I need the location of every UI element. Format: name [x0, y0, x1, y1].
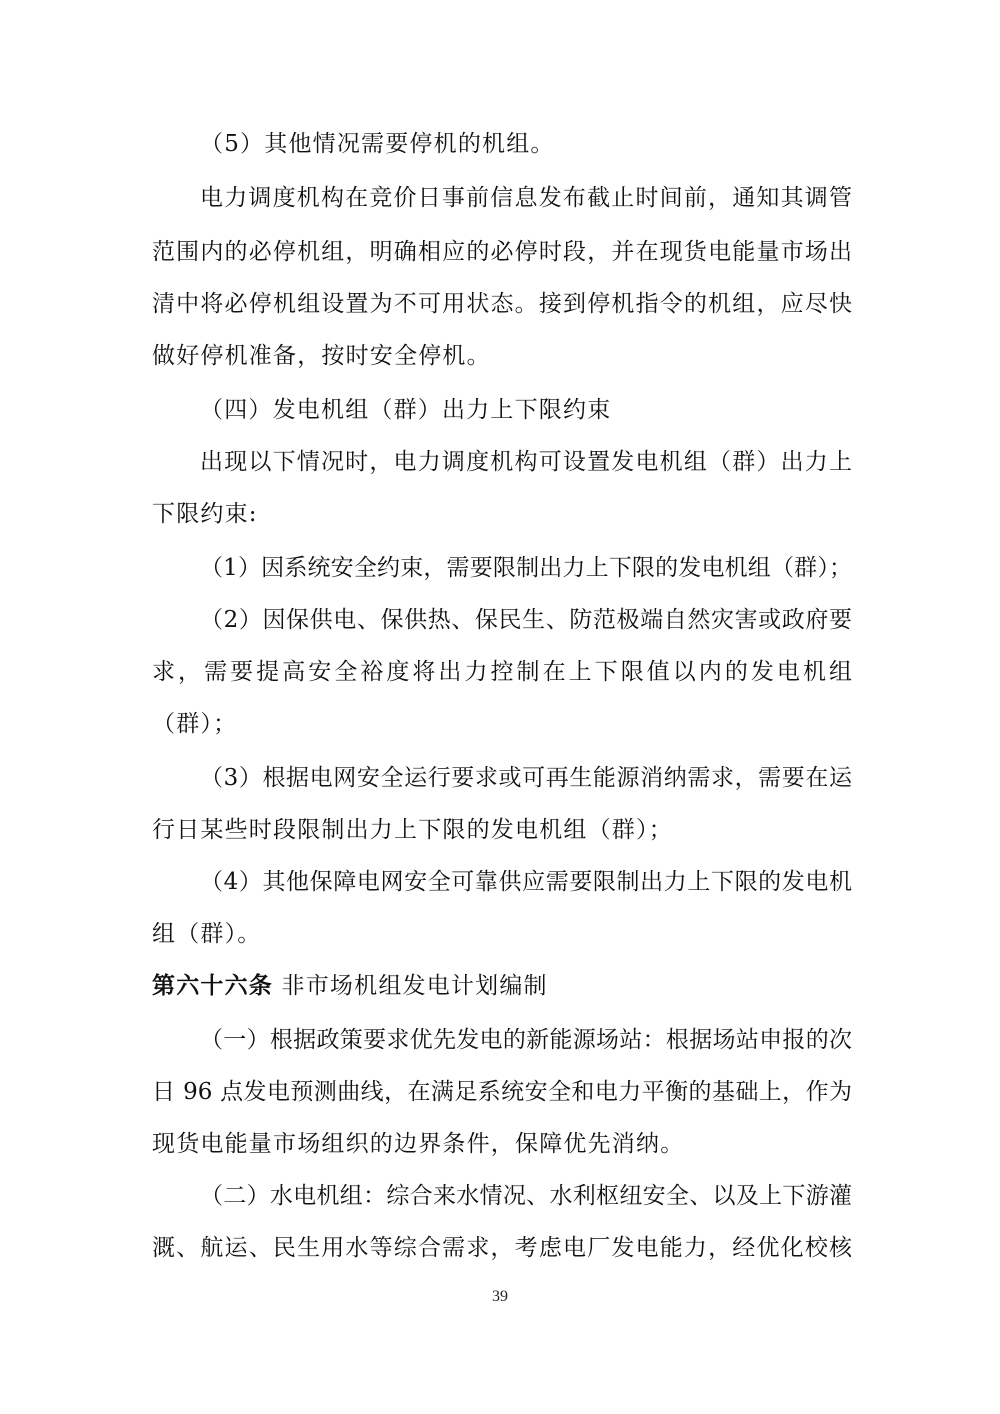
text-line: 溉、航运、民生用水等综合需求，考虑电厂发电能力，经优化校核: [152, 1235, 852, 1261]
text-line: （4）其他保障电网安全可靠供应需要限制出力上下限的发电机: [200, 869, 852, 895]
article-title: 非市场机组发电计划编制: [281, 973, 548, 999]
text-line: （1）因系统安全约束，需要限制出力上下限的发电机组（群）；: [200, 555, 852, 581]
text-line: 范围内的必停机组，明确相应的必停时段，并在现货电能量市场出: [152, 239, 852, 265]
article-line: [152, 966, 852, 1006]
page-number: 39: [492, 1288, 508, 1305]
text-line: （一）根据政策要求优先发电的新能源场站：根据场站申报的次: [200, 1027, 852, 1053]
text-line: 求，需要提高安全裕度将出力控制在上下限值以内的发电机组: [152, 659, 852, 685]
text-line: 现货电能量市场组织的边界条件，保障优先消纳。: [152, 1131, 685, 1157]
article-heading: 第六十六条: [152, 972, 273, 999]
text-line: 清中将必停机组设置为不可用状态。接到停机指令的机组，应尽快: [152, 291, 852, 317]
text-line: 组（群）。: [152, 921, 262, 947]
text-line: 做好停机准备，按时安全停机。: [152, 343, 491, 369]
text-line: （5）其他情况需要停机的机组。: [200, 131, 555, 157]
text-line: 日 96 点发电预测曲线，在满足系统安全和电力平衡的基础上，作为: [152, 1079, 852, 1105]
section-heading: （四）发电机组（群）出力上下限约束: [200, 397, 612, 423]
text-line: （2）因保供电、保供热、保民生、防范极端自然灾害或政府要: [200, 607, 852, 633]
text-line: 电力调度机构在竞价日事前信息发布截止时间前，通知其调管: [200, 185, 852, 211]
text-line: 出现以下情况时，电力调度机构可设置发电机组（群）出力上: [200, 449, 852, 475]
text-line: （群）；: [152, 711, 238, 737]
text-line: 行日某些时段限制出力上下限的发电机组（群）；: [152, 817, 673, 843]
text-line: （3）根据电网安全运行要求或可再生能源消纳需求，需要在运: [200, 765, 852, 791]
text-line: 下限约束:: [152, 501, 258, 527]
text-line: （二）水电机组：综合来水情况、水利枢纽安全、以及上下游灌: [200, 1183, 852, 1209]
